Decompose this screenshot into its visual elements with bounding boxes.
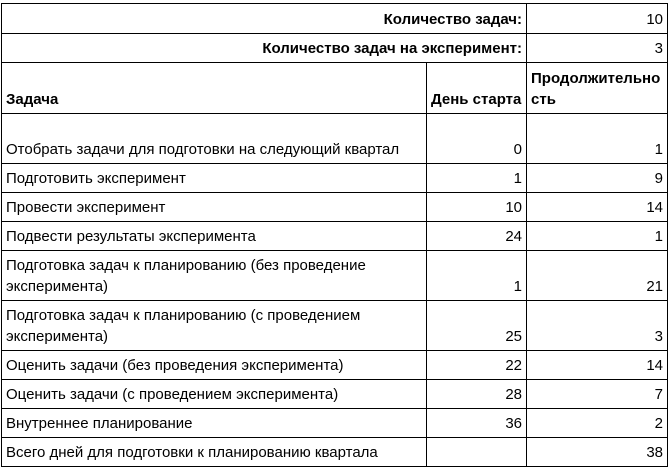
total-duration-cell[interactable]: 38 (527, 438, 668, 467)
duration-cell[interactable]: 1 (527, 222, 668, 251)
duration-cell[interactable]: 7 (527, 380, 668, 409)
duration-cell[interactable]: 1 (527, 114, 668, 164)
start-day-cell[interactable]: 0 (427, 114, 527, 164)
table-row (2, 114, 668, 164)
task-cell[interactable]: Оценить задачи (с проведением эксперимента) (2, 380, 427, 409)
table-row (2, 409, 668, 438)
tasks-per-experiment-label[interactable]: Количество задач на эксперимент: (2, 34, 527, 63)
table-row (2, 351, 668, 380)
task-cell[interactable]: Отобрать задачи для подготовки на следующий квартал (2, 114, 427, 164)
task-cell[interactable]: Провести эксперимент (2, 193, 427, 222)
tasks-per-experiment-value[interactable]: 3 (527, 34, 668, 63)
total-row (2, 438, 668, 467)
duration-cell[interactable]: 3 (527, 301, 668, 351)
start-day-cell[interactable]: 25 (427, 301, 527, 351)
table-row (2, 222, 668, 251)
start-day-cell[interactable]: 24 (427, 222, 527, 251)
table-row (2, 193, 668, 222)
start-day-cell[interactable]: 36 (427, 409, 527, 438)
task-cell[interactable]: Подвести результаты эксперимента (2, 222, 427, 251)
duration-cell[interactable]: 21 (527, 251, 668, 301)
duration-cell[interactable]: 14 (527, 193, 668, 222)
duration-cell[interactable]: 2 (527, 409, 668, 438)
task-cell[interactable]: Внутреннее планирование (2, 409, 427, 438)
total-start-cell[interactable] (427, 438, 527, 467)
table-row (2, 380, 668, 409)
table-row (2, 301, 668, 351)
table-row (2, 164, 668, 193)
task-count-label[interactable]: Количество задач: (2, 4, 527, 34)
start-day-cell[interactable]: 28 (427, 380, 527, 409)
task-cell[interactable]: Подготовка задач к планированию (с проведением эксперимента) (2, 301, 427, 351)
task-cell[interactable]: Оценить задачи (без проведения эксперимента) (2, 351, 427, 380)
column-header-task[interactable]: Задача (2, 63, 427, 114)
start-day-cell[interactable]: 10 (427, 193, 527, 222)
header-row (2, 63, 668, 114)
summary-row-task-count (2, 4, 668, 34)
tasks-sheet (1, 3, 668, 467)
duration-cell[interactable]: 9 (527, 164, 668, 193)
task-count-value[interactable]: 10 (527, 4, 668, 34)
task-cell[interactable]: Подготовка задач к планированию (без проведение эксперимента) (2, 251, 427, 301)
table-row (2, 251, 668, 301)
column-header-duration[interactable]: Продолжительность (527, 63, 668, 114)
column-header-start-day[interactable]: День старта (427, 63, 527, 114)
task-cell[interactable]: Подготовить эксперимент (2, 164, 427, 193)
start-day-cell[interactable]: 1 (427, 164, 527, 193)
start-day-cell[interactable]: 1 (427, 251, 527, 301)
duration-cell[interactable]: 14 (527, 351, 668, 380)
summary-row-tasks-per-experiment (2, 34, 668, 63)
start-day-cell[interactable]: 22 (427, 351, 527, 380)
total-label[interactable]: Всего дней для подготовки к планированию квартала (2, 438, 427, 467)
